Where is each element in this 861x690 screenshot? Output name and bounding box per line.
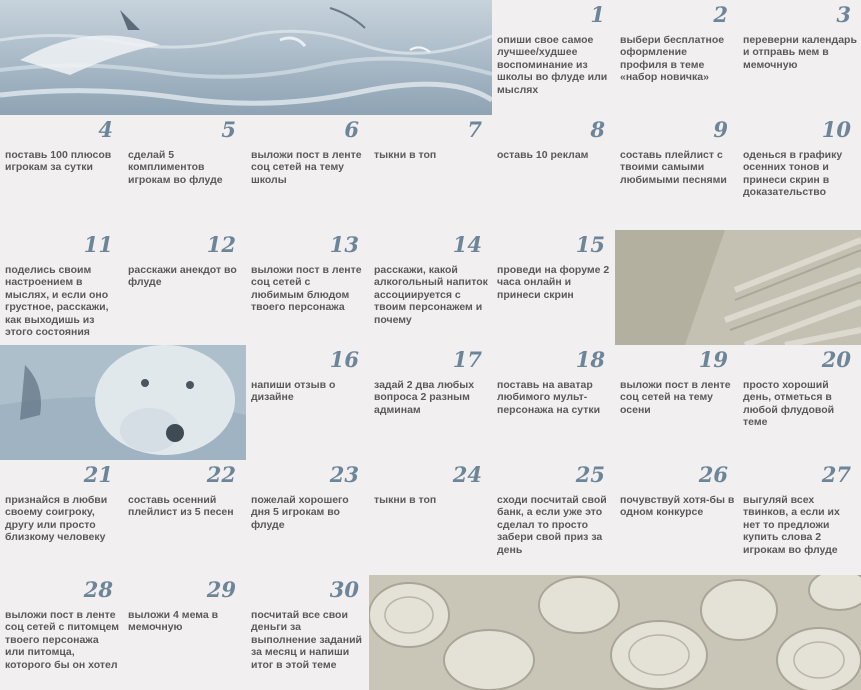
day-cell: [123, 115, 246, 230]
day-task: просто хороший день, отметься в любой флудовой теме: [743, 379, 835, 429]
day-cell: [492, 230, 615, 345]
day-task: почувствуй хотя-бы в одном конкурсе: [620, 494, 735, 519]
day-cell: [246, 460, 369, 575]
day-task: посчитай все свои деньги за выполнение заданий за месяц и напиши итог в этой теме: [251, 609, 362, 671]
day-number: 23: [329, 462, 359, 487]
day-cell: [0, 460, 123, 575]
seagulls-photo: [0, 0, 492, 115]
day-cell: [738, 115, 861, 230]
day-number: 14: [452, 232, 482, 257]
day-cell: [123, 575, 246, 690]
day-task: переверни календарь и отправь мем в мемочную: [743, 34, 857, 71]
day-number: 17: [452, 347, 482, 372]
day-number: 29: [206, 577, 236, 602]
day-cell: [492, 115, 615, 230]
day-task: пожелай хорошего дня 5 игрокам во флуде: [251, 494, 349, 531]
day-cell: [123, 460, 246, 575]
day-cell: [369, 230, 492, 345]
seashells-photo: [369, 575, 861, 690]
day-task: сходи посчитай свой банк, а если уже это сделал то просто забери свой приз за день: [497, 494, 607, 556]
day-cell: [246, 115, 369, 230]
day-number: 27: [821, 462, 851, 487]
day-task: поставь 100 плюсов игрокам за сутки: [5, 149, 112, 174]
day-task: выгуляй всех твинков, а если их нет то предложи купить слова 2 игрокам во флуде: [743, 494, 840, 556]
day-task: оставь 10 реклам: [497, 149, 589, 161]
wood-planks-photo: [615, 230, 861, 345]
day-number: 9: [713, 117, 728, 142]
day-cell: [246, 575, 369, 690]
day-cell: [615, 115, 738, 230]
day-cell: [123, 230, 246, 345]
day-number: 3: [836, 2, 851, 27]
day-number: 4: [98, 117, 113, 142]
day-cell: [0, 575, 123, 690]
day-number: 2: [713, 2, 728, 27]
day-cell: [492, 0, 615, 115]
day-task: выложи 4 мема в мемочную: [128, 609, 219, 634]
day-number: 16: [329, 347, 359, 372]
day-cell: [492, 345, 615, 460]
day-task: опиши свое самое лучшее/худшее воспоминание из школы во флуде или мыслях: [497, 34, 608, 96]
puppy-photo: [0, 345, 246, 460]
day-task: тыкни в топ: [374, 494, 437, 506]
day-cell: [246, 230, 369, 345]
day-task: поставь на аватар любимого мульт-персонажа на сутки: [497, 379, 601, 416]
day-number: 19: [698, 347, 728, 372]
day-number: 13: [329, 232, 359, 257]
day-task: поделись своим настроением в мыслях, и если оно грустное, расскажи, как выходишь из этого состояния: [5, 264, 109, 339]
day-number: 6: [344, 117, 359, 142]
day-cell: [0, 230, 123, 345]
day-task: сделай 5 комплиментов игрокам во флуде: [128, 149, 223, 186]
day-task: выбери бесплатное оформление профиля в теме «набор новичка»: [620, 34, 725, 84]
day-task: напиши отзыв о дизайне: [251, 379, 336, 404]
day-number: 12: [206, 232, 236, 257]
day-task: составь осенний плейлист из 5 песен: [128, 494, 234, 519]
day-cell: [369, 460, 492, 575]
day-number: 18: [575, 347, 605, 372]
day-number: 24: [452, 462, 482, 487]
day-number: 25: [575, 462, 605, 487]
day-task: составь плейлист с твоими самыми любимыми песнями: [620, 149, 727, 186]
day-cell: [492, 460, 615, 575]
day-task: выложи пост в ленте соц сетей на тему школы: [251, 149, 362, 186]
day-number: 20: [821, 347, 851, 372]
day-number: 15: [575, 232, 605, 257]
day-number: 7: [467, 117, 482, 142]
day-cell: [738, 0, 861, 115]
day-number: 30: [329, 577, 359, 602]
day-number: 8: [590, 117, 605, 142]
day-number: 10: [821, 117, 851, 142]
day-task: выложи пост в ленте соц сетей с питомцем твоего персонажа или питомца, которого бы он хотел: [5, 609, 120, 671]
day-task: тыкни в топ: [374, 149, 437, 161]
day-cell: [369, 115, 492, 230]
day-task: расскажи, какой алкогольный напиток ассоциируется с твоим персонажем и почему: [374, 264, 488, 326]
day-number: 28: [83, 577, 113, 602]
day-number: 22: [206, 462, 236, 487]
day-task: признайся в любви своему соигроку, другу или просто близкому человеку: [5, 494, 108, 544]
day-task: задай 2 два любых вопроса 2 разным админам: [374, 379, 475, 416]
day-cell: [246, 345, 369, 460]
day-cell: [738, 460, 861, 575]
day-number: 26: [698, 462, 728, 487]
day-task: расскажи анекдот во флуде: [128, 264, 237, 289]
day-task: оденься в графику осенних тонов и принеси скрин в доказательство: [743, 149, 843, 199]
day-cell: [0, 115, 123, 230]
day-task: выложи пост в ленте соц сетей на тему осени: [620, 379, 731, 416]
day-cell: [615, 345, 738, 460]
day-number: 5: [221, 117, 236, 142]
day-task: проведи на форуме 2 часа онлайн и принеси скрин: [497, 264, 610, 301]
day-task: выложи пост в ленте соц сетей с любимым блюдом твоего персонажа: [251, 264, 362, 314]
day-number: 11: [83, 232, 113, 257]
day-cell: [615, 460, 738, 575]
day-number: 21: [83, 462, 113, 487]
day-number: 1: [590, 2, 605, 27]
day-cell: [615, 0, 738, 115]
day-cell: [738, 345, 861, 460]
day-cell: [369, 345, 492, 460]
